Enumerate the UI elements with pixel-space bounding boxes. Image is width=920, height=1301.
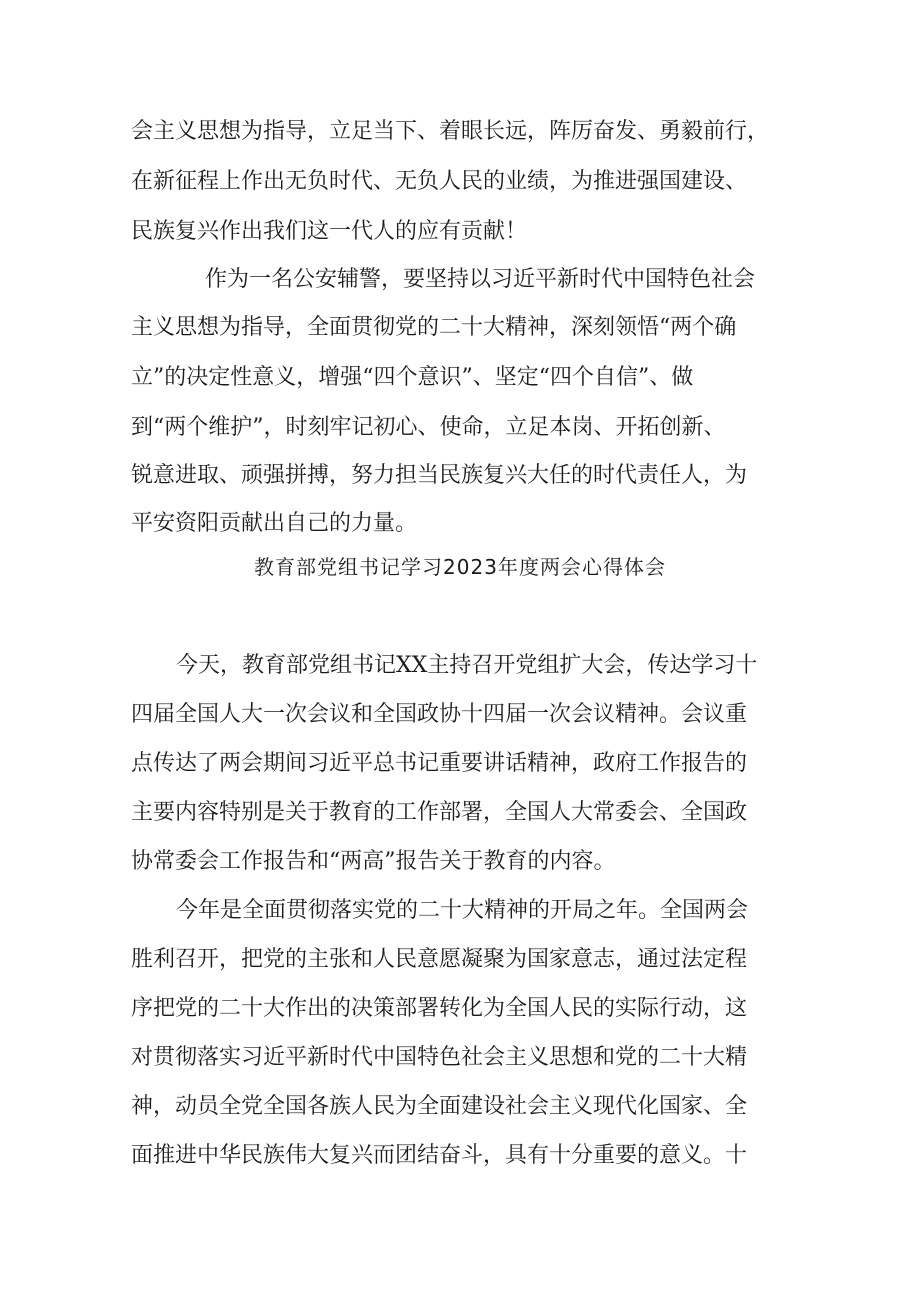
text-line: 立”的决定性意义，增强“四个意识”、坚定“四个自信”、做 — [131, 365, 694, 390]
text-line: 在新征程上作出无负时代、无负人民的业绩，为推进强国建设、 — [131, 169, 748, 194]
text-line: 锐意进取、顽强拼搏，努力担当民族复兴大任的时代责任人，为 — [131, 463, 748, 488]
text-line: 面推进中华民族伟大复兴而团结奋斗，具有十分重要的意义。十 — [131, 1143, 748, 1168]
text-line: 主要内容特别是关于教育的工作部署，全国人大常委会、全国政 — [131, 800, 748, 825]
section-title: 教育部党组书记学习2023年度两会心得体会 — [254, 555, 666, 579]
text-line: 主义思想为指导，全面贯彻党的二十大精神，深刻领悟“两个确 — [131, 315, 737, 340]
text-line: 今年是全面贯彻落实党的二十大精神的开局之年。全国两会 — [176, 898, 749, 923]
text-line: 神，动员全党全国各族人民为全面建设社会主义现代化国家、全 — [131, 1094, 748, 1119]
text-line: 会主义思想为指导，立足当下、着眼长远，阵厉奋发、勇毅前行， — [131, 119, 770, 144]
text-line: 对贯彻落实习近平新时代中国特色社会主义思想和党的二十大精 — [131, 1045, 748, 1070]
text-line: 今天，教育部党组书记XX主持召开党组扩大会，传达学习十 — [176, 653, 758, 678]
text-line: 四届全国人大一次会议和全国政协十四届一次会议精神。会议重 — [131, 702, 748, 727]
text-line: 序把党的二十大作出的决策部署转化为全国人民的实际行动，这 — [131, 996, 748, 1021]
text-line: 民族复兴作出我们这一代人的应有贡献！ — [131, 219, 528, 244]
text-line: 作为一名公安辅警，要坚持以习近平新时代中国特色社会 — [205, 267, 756, 292]
text-line: 到“两个维护”，时刻牢记初心、使命，立足本岗、开拓创新、 — [131, 415, 726, 440]
text-line: 协常委会工作报告和“两高”报告关于教育的内容。 — [131, 849, 616, 874]
text-line: 点传达了两会期间习近平总书记重要讲话精神，政府工作报告的 — [131, 751, 748, 776]
text-line: 平安资阳贡献出自己的力量。 — [131, 511, 418, 536]
text-line: 胜利召开，把党的主张和人民意愿凝聚为国家意志，通过法定程 — [131, 947, 748, 972]
